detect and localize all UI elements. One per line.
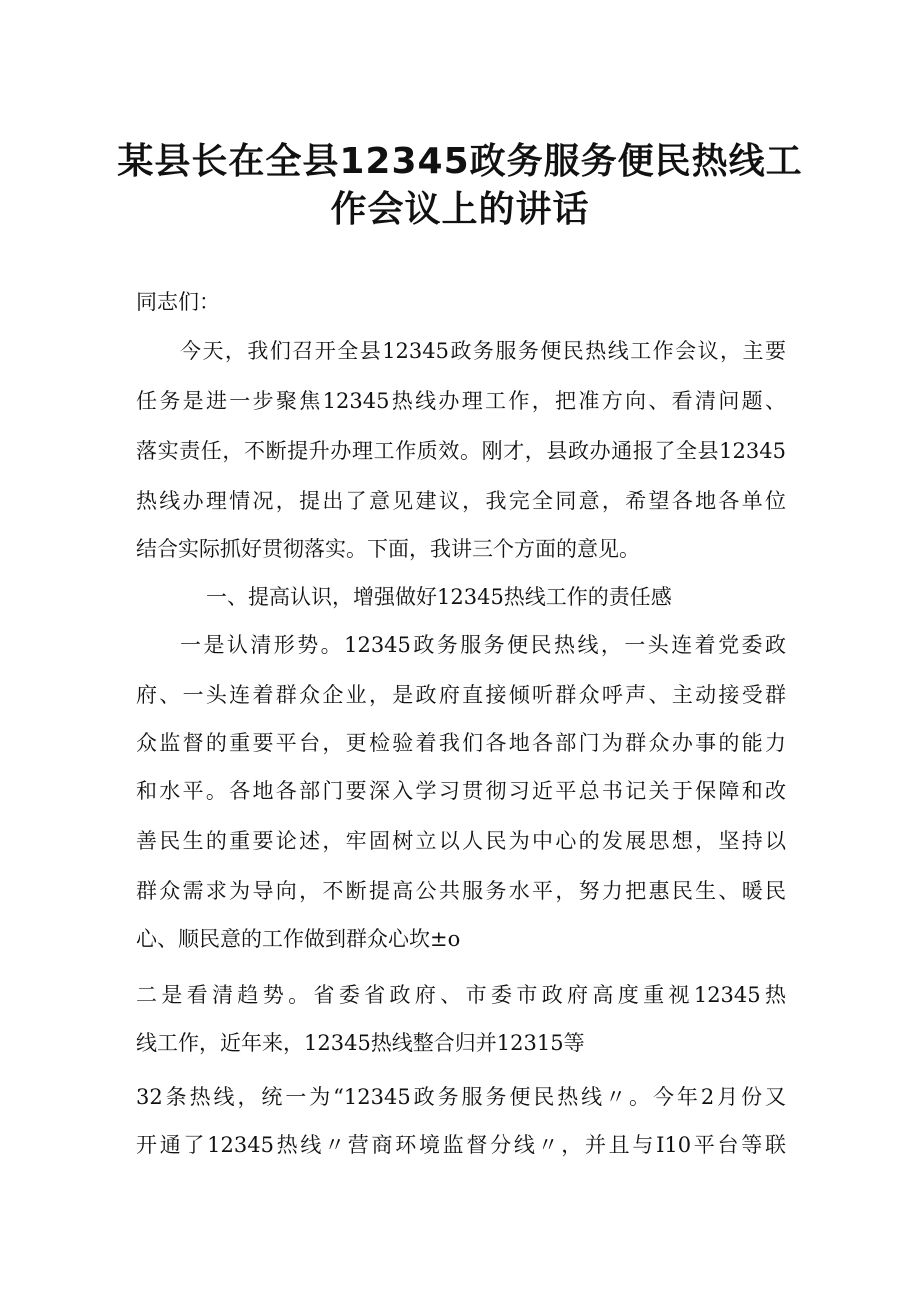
paragraph-line: 线工作，近年来，12345热线整合归并12315等 bbox=[136, 1031, 585, 1055]
paragraph-line: 二是看清趋势。省委省政府、市委市政府高度重视12345热 bbox=[136, 983, 786, 1007]
salutation: 同志们： bbox=[136, 290, 220, 314]
paragraph-line: 一是认清形势。12345政务服务便民热线，一头连着党委政 bbox=[180, 633, 786, 657]
document-title-line-1: 某县长在全县12345政务服务便民热线工 bbox=[117, 141, 803, 182]
paragraph-line: 和水平。各地各部门要深入学习贯彻习近平总书记关于保障和改 bbox=[136, 779, 786, 803]
paragraph-line: 任务是进一步聚焦12345热线办理工作，把准方向、看清问题、 bbox=[136, 389, 786, 413]
paragraph-line: 众监督的重要平台，更检验着我们各地各部门为群众办事的能力 bbox=[136, 731, 786, 755]
paragraph-line: 结合实际抓好贯彻落实。下面，我讲三个方面的意见。 bbox=[136, 537, 640, 561]
paragraph-line: 落实责任，不断提升办理工作质效。刚才，县政办通报了全县12345 bbox=[136, 439, 786, 463]
paragraph-line: 开通了12345热线〃营商环境监督分线〃，并且与I10平台等联 bbox=[136, 1133, 786, 1157]
paragraph-line: 心、顺民意的工作做到群众心坎±o bbox=[136, 927, 461, 951]
paragraph-line: 今天，我们召开全县12345政务服务便民热线工作会议，主要 bbox=[180, 339, 786, 363]
paragraph-line: 府、一头连着群众企业，是政府直接倾听群众呼声、主动接受群 bbox=[136, 683, 786, 707]
paragraph-line: 善民生的重要论述，牢固树立以人民为中心的发展思想，坚持以 bbox=[136, 829, 786, 853]
paragraph-line: 热线办理情况，提出了意见建议，我完全同意，希望各地各单位 bbox=[136, 489, 786, 513]
paragraph-line: 32条热线，统一为“12345政务服务便民热线〃。今年2月份又 bbox=[136, 1085, 786, 1109]
paragraph-line: 群众需求为导向，不断提高公共服务水平，努力把惠民生、暖民 bbox=[136, 879, 786, 903]
document-title-line-2: 作会议上的讲话 bbox=[330, 189, 590, 230]
section-heading: 一、提高认识，增强做好12345热线工作的责任感 bbox=[206, 585, 672, 609]
